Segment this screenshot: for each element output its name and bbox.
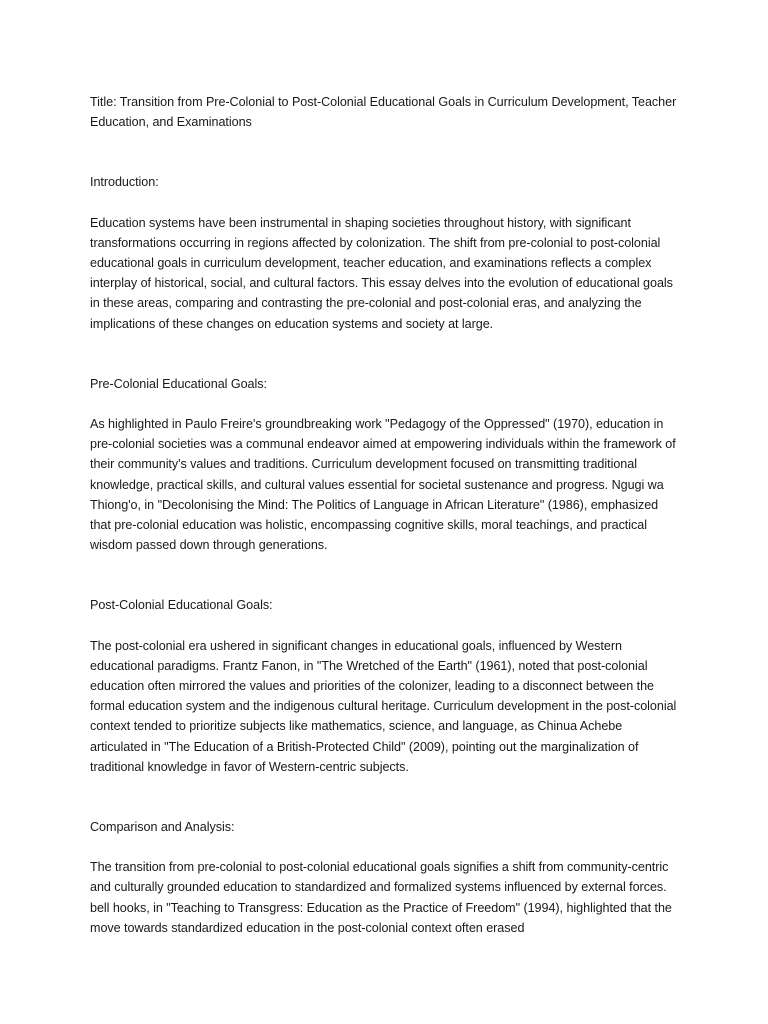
document-title: Title: Transition from Pre-Colonial to Post-Colonial Educational Goals in Curriculum Development, Teacher Education, and Examinations: [90, 95, 677, 130]
section-body-comparison: The transition from pre-colonial to post-colonial educational goals signifies a shift from community-centric and culturally grounded education to standardized and formalized systems influenced by external forces. bell hooks, in "Teaching to Transgress: Education as the Practice of Freedom" (1994), highlighted that the move towards standardized education in the post-colonial context often erased: [90, 860, 672, 935]
section-body-post-colonial: The post-colonial era ushered in significant changes in educational goals, influenced by Western educational paradigms. Frantz Fanon, in "The Wretched of the Earth" (1961), noted that post-colonial education often mirrored the values and priorities of the colonizer, leading to a disconnect between the formal education system and the indigenous cultural heritage. Curriculum development in the post-colonial context tended to prioritize subjects like mathematics, science, and language, as Chinua Achebe articulated in "The Education of a British-Protected Child" (2009), pointing out the marginalization of traditional knowledge in favor of Western-centric subjects.: [90, 638, 677, 774]
section-body-introduction: Education systems have been instrumental in shaping societies throughout history, with significant transformations occurring in regions affected by colonization. The shift from pre-colonial to post-colonial educational goals in curriculum development, teacher education, and examinations reflects a complex interplay of historical, social, and cultural factors. This essay delves into the evolution of educational goals in these areas, comparing and contrasting the pre-colonial and post-colonial eras, and analyzing the implications of these changes on education systems and society at large.: [90, 215, 673, 331]
section-body-pre-colonial: As highlighted in Paulo Freire's groundbreaking work "Pedagogy of the Oppressed" (1970), education in pre-colonial societies was a communal endeavor aimed at empowering individuals within the framework of their community's values and traditions. Curriculum development focused on transmitting traditional knowledge, practical skills, and cultural values essential for societal sustenance and progress. Ngugi wa Thiong'o, in "Decolonising the Mind: The Politics of Language in African Literature" (1986), emphasized that pre-colonial education was holistic, encompassing cognitive skills, moral teachings, and practical wisdom passed down through generations.: [90, 417, 676, 553]
section-heading-comparison: Comparison and Analysis:: [90, 820, 235, 835]
document-page: [90, 92, 682, 978]
section-heading-introduction: Introduction:: [90, 175, 159, 190]
section-heading-pre-colonial: Pre-Colonial Educational Goals:: [90, 376, 267, 391]
section-heading-post-colonial: Post-Colonial Educational Goals:: [90, 598, 273, 613]
